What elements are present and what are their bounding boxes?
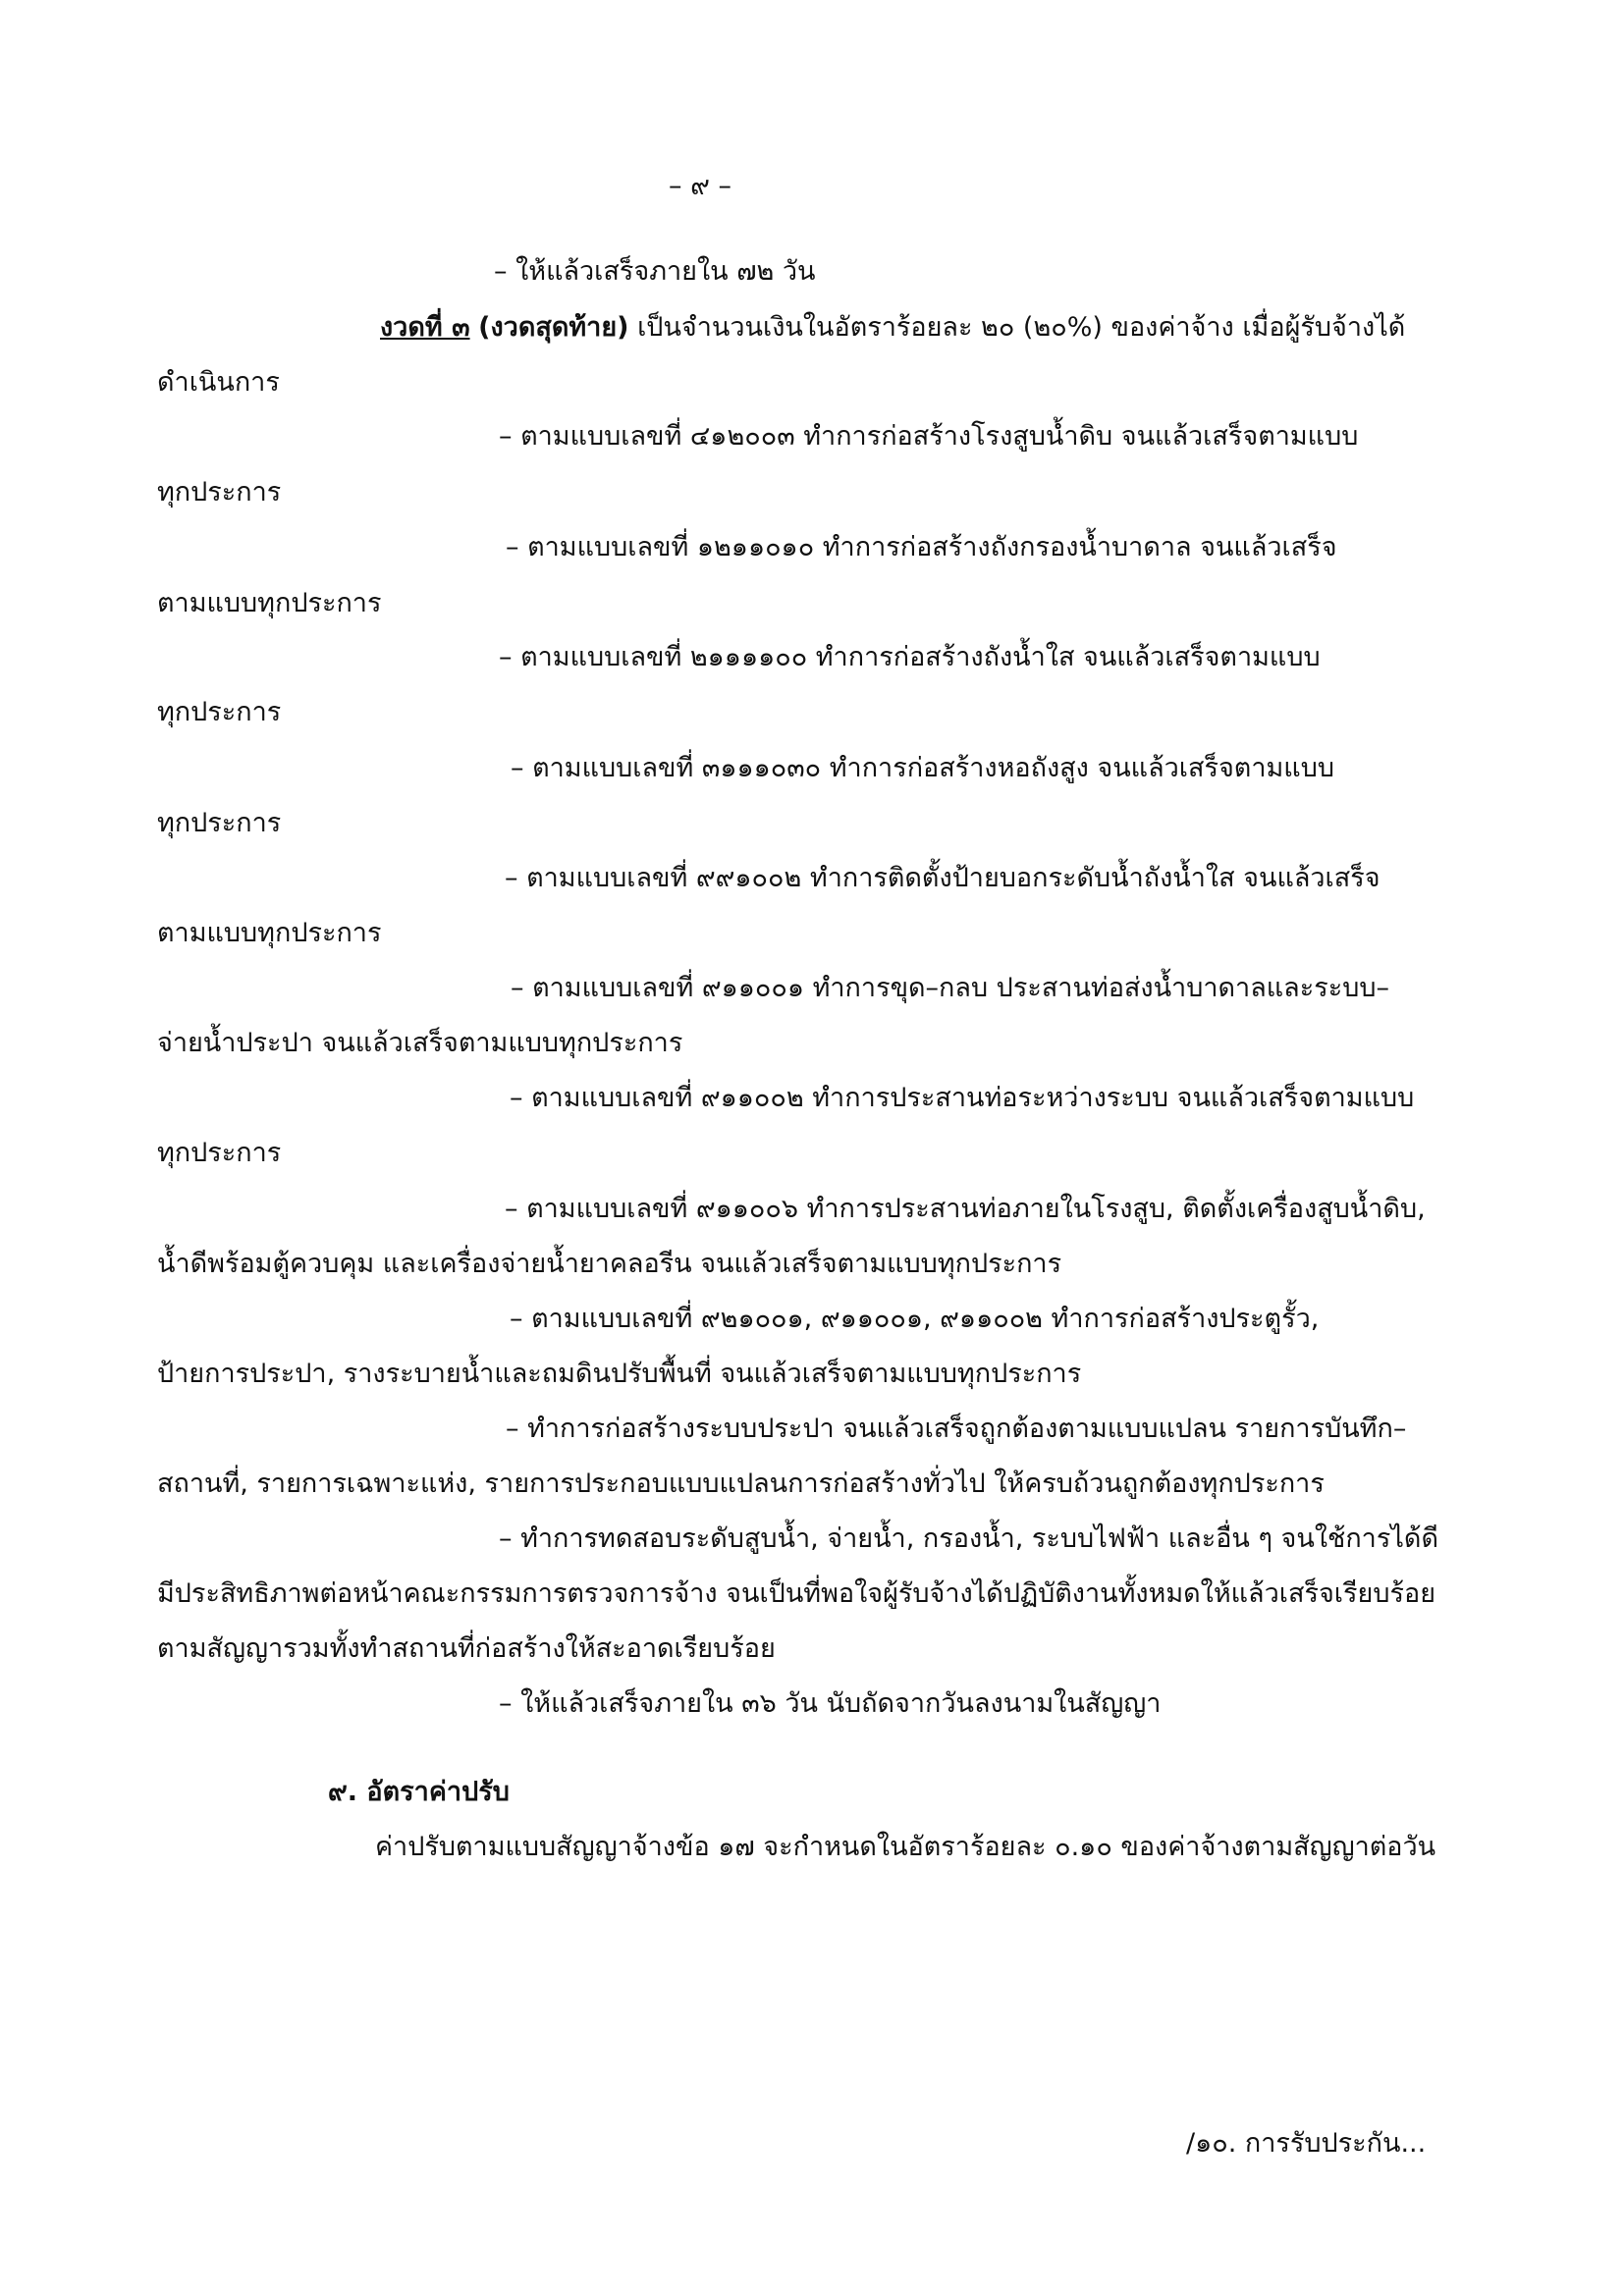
page-number: – ๙ – <box>669 171 731 201</box>
intro-deadline: – ให้แล้วเสร็จภายใน ๗๒ วัน <box>494 256 816 287</box>
item-5-second: ตามแบบทุกประการ <box>157 918 382 948</box>
item-4-first: – ตามแบบเลขที่ ๓๑๑๑๐๓๐ ทำการก่อสร้างหอถังสูง จนแล้วเสร็จตามแบบ <box>511 753 1334 783</box>
item-1-second: ทุกประการ <box>157 477 282 507</box>
item-10-second: สถานที่, รายการเฉพาะแห่ง, รายการประกอบแบบแปลนการก่อสร้างทั่วไป ให้ครบถ้วนถูกต้องทุกประการ <box>157 1468 1325 1499</box>
installment-label-paren: (งวดสุดท้าย) <box>478 312 629 343</box>
item-7-first: – ตามแบบเลขที่ ๙๑๑๐๐๒ ทำการประสานท่อระหว่างระบบ จนแล้วเสร็จตามแบบ <box>510 1083 1415 1113</box>
item-3-second: ทุกประการ <box>157 697 282 727</box>
item-5-first: – ตามแบบเลขที่ ๙๙๑๐๐๒ ทำการติดตั้งป้ายบอกระดับน้ำถังน้ำใส จนแล้วเสร็จ <box>505 863 1380 893</box>
item-2-first: – ตามแบบเลขที่ ๑๒๑๑๐๑๐ ทำการก่อสร้างถังกรองน้ำบาดาล จนแล้วเสร็จ <box>506 532 1337 562</box>
item-3-first: – ตามแบบเลขที่ ๒๑๑๑๑๐๐ ทำการก่อสร้างถังน้ำใส จนแล้วเสร็จตามแบบ <box>499 642 1321 672</box>
item-7-second: ทุกประการ <box>157 1138 282 1168</box>
section-9-body: ค่าปรับตามแบบสัญญาจ้างข้อ ๑๗ จะกำหนดในอัตราร้อยละ ๐.๑๐ ของค่าจ้างตามสัญญาต่อวัน <box>375 1832 1436 1862</box>
item-9-first: – ตามแบบเลขที่ ๙๒๑๐๐๑, ๙๑๑๐๐๑, ๙๑๑๐๐๒ ทำการก่อสร้างประตูรั้ว, <box>510 1304 1320 1334</box>
installment-label: งวดที่ ๓ <box>380 312 470 343</box>
testing-line-1: – ทำการทดสอบระดับสูบน้ำ, จ่ายน้ำ, กรองน้ำ, ระบบไฟฟ้า และอื่น ๆ จนใช้การได้ดี <box>499 1523 1438 1554</box>
item-9-second: ป้ายการประปา, รางระบายน้ำและถมดินปรับพื้นที่ จนแล้วเสร็จตามแบบทุกประการ <box>157 1359 1082 1389</box>
item-8-first: – ตามแบบเลขที่ ๙๑๑๐๐๖ ทำการประสานท่อภายในโรงสูบ, ติดตั้งเครื่องสูบน้ำดิบ, <box>505 1194 1426 1224</box>
installment-continuation: ดำเนินการ <box>157 367 280 398</box>
installment-line <box>380 308 1405 347</box>
item-2-second: ตามแบบทุกประการ <box>157 588 382 618</box>
item-6-second: จ่ายน้ำประปา จนแล้วเสร็จตามแบบทุกประการ <box>157 1028 683 1058</box>
installment-text: เป็นจำนวนเงินในอัตราร้อยละ ๒๐ (๒๐%) ของค่าจ้าง เมื่อผู้รับจ้างได้ <box>628 312 1406 343</box>
item-10-first: – ทำการก่อสร้างระบบประปา จนแล้วเสร็จถูกต้องตามแบบแปลน รายการบันทึก– <box>506 1414 1407 1444</box>
testing-line-2: มีประสิทธิภาพต่อหน้าคณะกรรมการตรวจการจ้าง จนเป็นที่พอใจผู้รับจ้างได้ปฏิบัติงานทั้งหมดให้แล้วเสร็จเรียบร้อย <box>157 1578 1436 1609</box>
item-8-second: น้ำดีพร้อมตู้ควบคุม และเครื่องจ่ายน้ำยาคลอรีน จนแล้วเสร็จตามแบบทุกประการ <box>157 1249 1062 1279</box>
final-deadline: – ให้แล้วเสร็จภายใน ๓๖ วัน นับถัดจากวันลงนามในสัญญา <box>499 1688 1162 1719</box>
testing-line-3: ตามสัญญารวมทั้งทำสถานที่ก่อสร้างให้สะอาดเรียบร้อย <box>157 1633 776 1664</box>
section-9-heading: ๙. อัตราค่าปรับ <box>328 1777 510 1807</box>
item-4-second: ทุกประการ <box>157 808 282 838</box>
continuation-marker: /๑๐. การรับประกัน... <box>1186 2128 1427 2159</box>
item-6-first: – ตามแบบเลขที่ ๙๑๑๐๐๑ ทำการขุด–กลบ ประสานท่อส่งน้ำบาดาลและระบบ– <box>511 973 1389 1003</box>
item-1-first: – ตามแบบเลขที่ ๔๑๒๐๐๓ ทำการก่อสร้างโรงสูบน้ำดิบ จนแล้วเสร็จตามแบบ <box>499 421 1359 452</box>
